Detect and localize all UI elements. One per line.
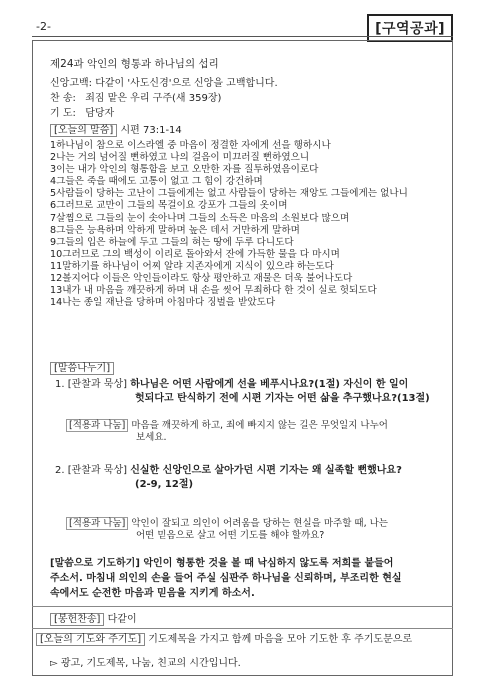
application-2 (66, 518, 388, 542)
divider (32, 606, 453, 607)
scripture-verses (50, 140, 430, 309)
creed-text: 다같이 '사도신경'으로 신앙을 고백합니다. (95, 78, 278, 89)
question-1-number: 1. (55, 379, 65, 390)
footer-note: ▻ 광고, 기도제목, 나눔, 친교의 시간입니다. (50, 658, 241, 669)
offering-line (50, 613, 137, 626)
prayer-label: 기 도: (50, 108, 76, 119)
question-2-tag: [관찰과 묵상] (67, 465, 128, 476)
header-rule (32, 36, 453, 37)
closing-prayer-line2: 주소서. 마침내 의인의 손을 들어 주실 심판주 하나님을 신뢰하며, 부조리한 현실 (50, 573, 402, 584)
prayer-line (50, 107, 114, 120)
application-2-tag: [적용과 나눔] (66, 517, 128, 530)
verse: 4그들은 죽을 때에도 고통이 없고 그 힘이 강건하며 (50, 176, 263, 188)
question-1-line2: 헛되다고 탄식하기 전에 시편 기자는 어떤 삶을 추구했나요?(13절) (135, 393, 430, 404)
page-number: -2- (36, 20, 51, 33)
prayer-text: 담당자 (85, 108, 115, 119)
application-1-line1: 마음을 깨끗하게 하고, 죄에 빠지지 않는 길은 무엇일지 나누어 (131, 420, 388, 431)
discussion-label: [말씀나누기] (50, 362, 114, 375)
lesson-title: 제24과 악인의 형통과 하나님의 섭리 (50, 58, 219, 70)
verse: 5사람들이 당하는 고난이 그들에게는 없고 사람들이 당하는 재앙도 그들에게는 없나니 (50, 188, 408, 200)
verse: 14나는 종일 재난을 당하며 아침마다 징벌을 받았도다 (50, 297, 276, 309)
question-2 (55, 464, 402, 492)
hymn-label: 찬 송: (50, 93, 76, 104)
creed-label: 신앙고백: (50, 78, 93, 89)
question-2-number: 2. (55, 465, 65, 476)
closing-prayer-label: [말씀으로 기도하기] (50, 558, 140, 569)
verse: 1하나님이 참으로 이스라엘 중 마음이 정결한 자에게 선을 행하시나 (50, 140, 331, 151)
scripture-label: [오늘의 말씀] (50, 124, 117, 137)
application-1-tag: [적용과 나눔] (66, 419, 128, 432)
offering-text: 다같이 (107, 614, 137, 625)
question-2-line2: (2-9, 12절) (135, 479, 194, 490)
verse: 10그러므로 그의 백성이 이리로 돌아와서 잔에 가득한 물을 다 마시며 (50, 248, 340, 260)
verse: 13내가 내 마음을 깨끗하게 하며 내 손을 씻어 무죄하다 한 것이 실로 헛되도다 (50, 285, 377, 297)
discussion-heading (50, 362, 114, 375)
verse: 11말하기를 하나님이 어찌 알랴 지존자에게 지식이 있으랴 하는도다 (50, 260, 334, 272)
application-1-line2: 보세요. (136, 432, 167, 443)
application-2-line1: 악인이 잘되고 의인이 어려움을 당하는 현실을 마주할 때, 나는 (131, 518, 388, 529)
creed-line (50, 77, 278, 90)
verse: 3이는 내가 악인의 형통함을 보고 오만한 자를 질투하였음이로다 (50, 164, 319, 176)
scripture-reference: 시편 73:1-14 (120, 125, 182, 136)
today-prayer-text: 기도제목을 가지고 함께 마음을 모아 기도한 후 주기도문으로 (148, 634, 413, 645)
scripture-heading (50, 124, 182, 137)
verse: 7살찜으로 그들의 눈이 솟아나며 그들의 소득은 마음의 소원보다 많으며 (50, 212, 350, 224)
hymn-text: 죄짐 맡은 우리 구주(새 359장) (85, 93, 222, 104)
closing-prayer-line1: 악인이 형통한 것을 볼 때 낙심하지 않도록 저희를 붙들어 (143, 558, 394, 569)
question-1-tag: [관찰과 묵상] (67, 379, 128, 390)
verse: 6그러므로 교만이 그들의 목걸이요 강포가 그들의 옷이며 (50, 200, 288, 212)
question-1 (55, 378, 430, 406)
application-1 (66, 420, 388, 444)
offering-label: [봉헌찬송] (50, 613, 104, 626)
today-prayer-label: [오늘의 기도와 주기도] (36, 633, 145, 646)
verse: 9그들의 입은 하늘에 두고 그들의 혀는 땅에 두루 다니도다 (50, 236, 294, 248)
closing-prayer-line3: 속에서도 순전한 마음과 믿음을 지키게 하소서. (50, 588, 255, 599)
question-1-line1: 하나님은 어떤 사람에게 선을 베푸시나요?(1절) 자신이 한 일이 (130, 379, 409, 390)
divider (32, 628, 453, 629)
application-2-line2: 어떤 믿음으로 살고 어떤 기도를 해야 할까요? (136, 530, 325, 541)
closing-prayer (50, 556, 430, 601)
verse: 12볼지어다 이들은 악인들이라도 항상 평안하고 재물은 더욱 불어나도다 (50, 273, 353, 285)
section-tag: [구역공과] (367, 14, 453, 42)
question-2-line1: 신실한 신앙인으로 살아가던 시편 기자는 왜 실족할 뻔했나요? (130, 465, 402, 476)
verse: 8그들은 능욕하며 악하게 말하며 높은 데서 거만하게 말하며 (50, 224, 300, 236)
today-prayer-line (36, 633, 412, 646)
hymn-line (50, 92, 221, 105)
verse: 2나는 거의 넘어질 뻔하였고 나의 걸음이 미끄러질 뻔하였으니 (50, 152, 310, 164)
